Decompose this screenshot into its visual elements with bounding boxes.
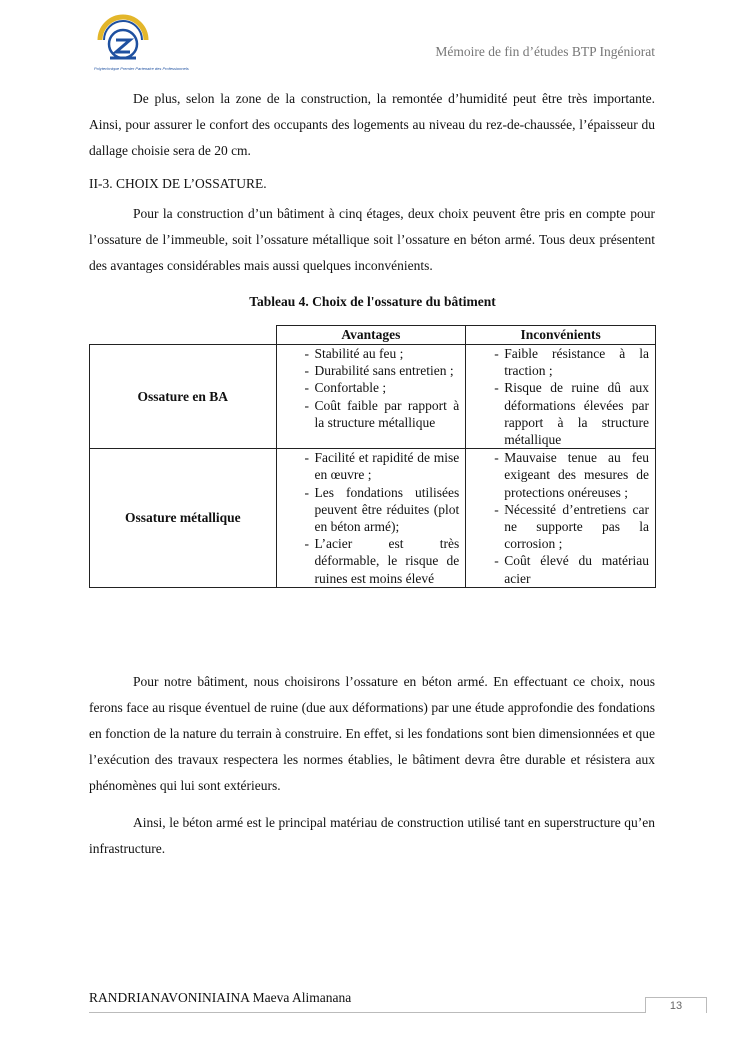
header-advantages: Avantages bbox=[276, 326, 466, 345]
list-item: - Durabilité sans entretien ; bbox=[277, 362, 460, 379]
advantages-cell bbox=[276, 345, 466, 449]
header-disadvantages: Inconvénients bbox=[466, 326, 656, 345]
row-label-ba: Ossature en BA bbox=[90, 345, 277, 449]
list-item: - Facilité et rapidité de mise en œuvre ; bbox=[277, 449, 460, 483]
table-row bbox=[90, 449, 656, 588]
list-item: - Coût faible par rapport à la structure métallique bbox=[277, 397, 460, 431]
list-item: - Coût élevé du matériau acier bbox=[466, 552, 649, 586]
row-label-metal: Ossature métallique bbox=[90, 449, 277, 588]
list-item: - Confortable ; bbox=[277, 379, 460, 396]
list-item: - Mauvaise tenue au feu exigeant des mesures de protections onéreuses ; bbox=[466, 449, 649, 501]
section-heading: II-3. CHOIX DE L’OSSATURE. bbox=[89, 176, 267, 191]
disadvantages-cell bbox=[466, 449, 656, 588]
table-caption: Tableau 4. Choix de l'ossature du bâtiment bbox=[249, 294, 496, 309]
paragraph-choice-justification: Pour notre bâtiment, nous choisirons l’ossature en béton armé. En effectuant ce choix, nous ferons face au risque éventuel de ruine (due aux déformations) par une étude approfondie des fondations en fonction de la nature du terrain à construire. En effet, si les fondations sont bien dimensionnées et que l’exécution des travaux respectera les normes établies, le bâtiment devra être durable et résistera aux phénomènes qui lui sont extérieurs. bbox=[89, 674, 655, 793]
list-item: - Stabilité au feu ; bbox=[277, 345, 460, 362]
page-number: 13 bbox=[645, 997, 707, 1013]
table-header-row bbox=[90, 326, 656, 345]
list-item: - Faible résistance à la traction ; bbox=[466, 345, 649, 379]
advantages-cell bbox=[276, 449, 466, 588]
paragraph-structure-choice: Pour la construction d’un bâtiment à cinq étages, deux choix peuvent être pris en compte pour l’ossature de l’immeuble, soit l’ossature métallique soit l’ossature en béton armé. Tous deux présentent des avantages considérables mais aussi quelques inconvénients. bbox=[89, 206, 655, 273]
table-corner-cell bbox=[90, 326, 277, 345]
disadvantages-cell bbox=[466, 345, 656, 449]
footer-divider bbox=[89, 1012, 656, 1013]
logo-tagline: Polytechnique Premier Partenaire des Professionnels bbox=[94, 66, 189, 71]
footer-author: RANDRIANAVONINIAINA Maeva Alimanana bbox=[89, 990, 352, 1005]
institution-logo bbox=[92, 10, 189, 80]
paragraph-conclusion: Ainsi, le béton armé est le principal matériau de construction utilisé tant en superstructure qu’en infrastructure. bbox=[89, 815, 655, 856]
list-item: - Nécessité d’entretiens car ne supporte pas la corrosion ; bbox=[466, 501, 649, 553]
structure-comparison-table bbox=[89, 325, 656, 588]
list-item: - L’acier est très déformable, le risque de ruines est moins élevé bbox=[277, 535, 460, 587]
list-item: - Risque de ruine dû aux déformations élevées par rapport à la structure métallique bbox=[466, 379, 649, 448]
list-item: - Les fondations utilisées peuvent être réduites (plot en béton armé); bbox=[277, 484, 460, 536]
paragraph-humidity: De plus, selon la zone de la construction, la remontée d’humidité peut être très importante. Ainsi, pour assurer le confort des occupants des logements au niveau du rez-de-chaussée, l’épaisseur du dallage choisie sera de 20 cm. bbox=[89, 91, 655, 158]
table-row bbox=[90, 345, 656, 449]
document-header-title: Mémoire de fin d’études BTP Ingéniorat bbox=[435, 44, 655, 59]
